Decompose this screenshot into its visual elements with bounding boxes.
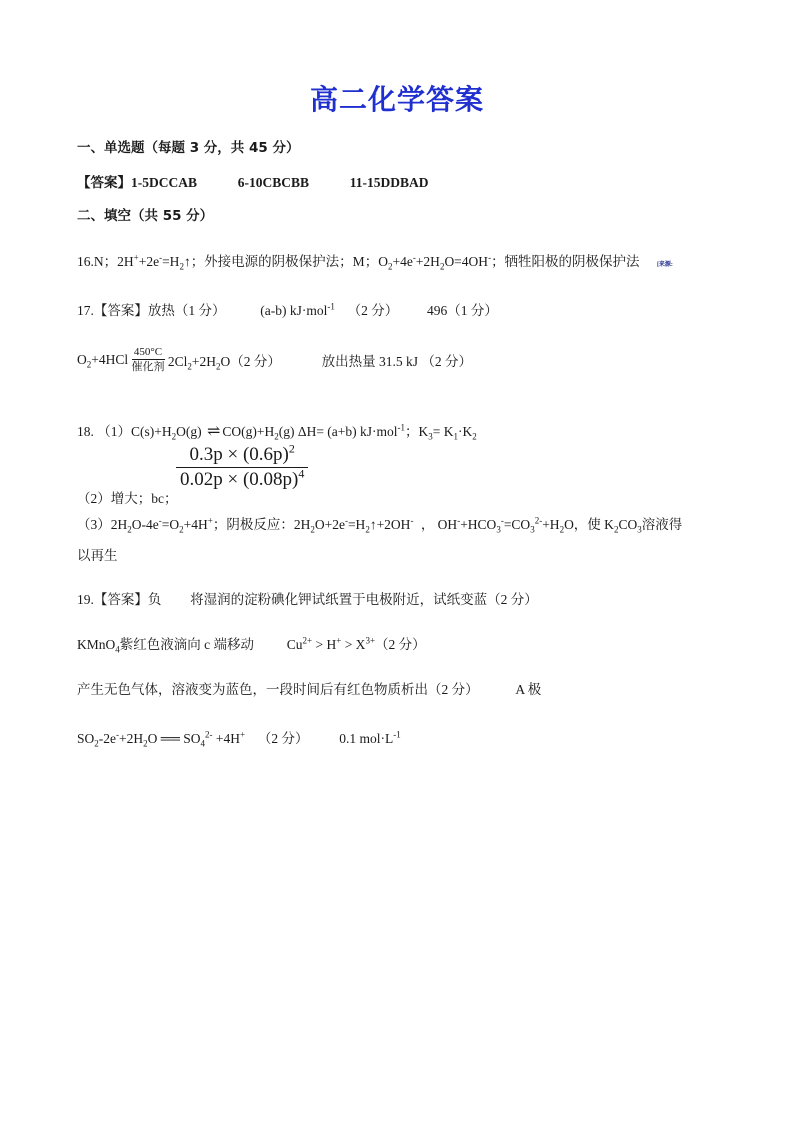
q19-line4: $SO_2-2e^-+2H_2O$ ══ $SO_4^{2-} +4H^+$ （2 分） 0.1 $mol\cdot L^{-1}$ [77, 729, 401, 749]
q18-line3: $(3)2H_2O-4e^-=O_2+4H^+$；阴极反应：$2H_2O+2e^-=H_2↑+2OH^-$ ， $OH^-+HCO_3^-=CO_3^{2-}+H_2O$，使 $K_2CO_3$溶液得 [77, 515, 683, 535]
q18-line4: 以再生 [77, 548, 118, 563]
kp-expression: $\frac{0.3p \times (0.6p)^2}{0.02p \times (0.08p)^4}$ [176, 444, 308, 491]
answer-group-3: 11-15DDBAD [349, 175, 429, 190]
q19-line1: 19.【答案】负 将湿润的淀粉碘化钾试纸置于电极附近，试纸变蓝（2 分） [77, 592, 538, 607]
q18-line1: 18. $(1)C(s)+H_2O(g)$ ⇌ $CO(g)+H_2(g)$ ΔH= (a+b) kJ·mol$^{-1}$；$K_3= K_1\cdot K_2$ [77, 422, 477, 442]
q18-line2: （2）增大；bc； [77, 491, 178, 506]
section1-answers [77, 171, 429, 191]
answer-group-1: 1-5DCCAB [131, 175, 197, 190]
source-mark: [来源: [656, 262, 673, 268]
answer-group-2: 6-10CBCBB [237, 175, 310, 190]
q17-line2: $O_2+4HCl$ $\frac{450^\circ C}{\text{催化剂}}$ $2Cl_2+2H_2O(2$ 分） 放出热量 31.5 kJ （2 分） [77, 346, 473, 373]
page-title: 高二化学答案 [309, 83, 484, 116]
q17-line1: 17.【答案】放热（1 分） (a-b) kJ·mol$^{-1}$ （2 分） 496（1 分） [77, 301, 498, 318]
equilibrium-arrow: ⇌ [207, 423, 221, 440]
section1-heading: 一、单选题（每题 3 分，共 45 分） [77, 140, 300, 156]
q16-answer: 16.N；$2H^++2e^-=H_2↑$；外接电源的阴极保护法；M；$O_2+4e^-+2H_2O=4OH^-$；牺牲阳极的阴极保护法 [来源: [77, 252, 673, 272]
q19-line2: KMnO$_4$紫红色液滴向 c 端移动 $Cu^{2+} > H^+ > X^{3+}(2$ 分） [77, 635, 426, 655]
answer-prefix: 【答案】 [77, 175, 131, 190]
q19-line3: 产生无色气体，溶液变为蓝色，一段时间后有红色物质析出（2 分） A 极 [77, 682, 542, 697]
section2-heading: 二、填空（共 55 分） [77, 208, 214, 224]
reaction-condition: $\frac{450^\circ C}{\text{催化剂}}$ [131, 346, 165, 373]
